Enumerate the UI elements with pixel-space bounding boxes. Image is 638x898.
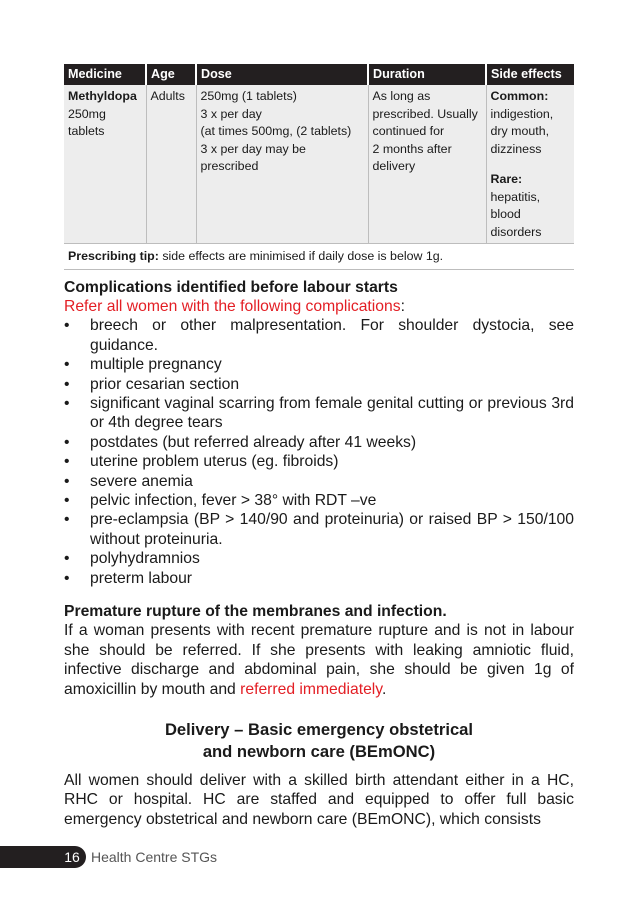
cell-side-effects [486, 85, 574, 244]
list-item: • preterm labour [64, 569, 574, 588]
referred-immediately: referred immediately [240, 680, 382, 698]
side-common-label: Common: [490, 89, 549, 103]
list-item: • postdates (but referred already after 41 weeks) [64, 433, 574, 452]
refer-line [64, 297, 574, 316]
delivery-paragraph: All women should deliver with a skilled birth attendant either in a HC, RHC or hospital. HC are staffed and equipped to offer full basic emergency obstetrical and newborn care (BEmONC), which consists [64, 772, 574, 828]
cell-duration [368, 85, 486, 244]
dose-line: (at times 500mg, (2 tablets) [200, 124, 352, 138]
prescribing-tip-row [64, 244, 574, 270]
table-header-row [64, 64, 574, 85]
footer-title: Health Centre STGs [91, 849, 218, 865]
delivery-title [64, 719, 574, 763]
duration-line: As long as [372, 89, 431, 103]
delivery-section [64, 771, 574, 829]
dose-line: 3 x per day may be prescribed [200, 141, 306, 173]
side-rare-label: Rare: [490, 172, 523, 186]
complications-heading: Complications identified before labour starts [64, 278, 398, 296]
header-side-effects: Side effects [486, 64, 574, 85]
header-duration: Duration [368, 64, 486, 85]
side-rare-item: hepatitis, [490, 189, 541, 204]
list-item: • multiple pregnancy [64, 355, 574, 374]
side-rare-item: disorders [490, 224, 542, 239]
tip-label: Prescribing tip: [68, 249, 159, 263]
premature-paragraph [64, 621, 574, 699]
list-item: • significant vaginal scarring from female genital cutting or previous 3rd or 4th degree tears [64, 394, 574, 433]
methyldopa-table [64, 64, 574, 270]
side-rare-item: blood [490, 207, 521, 221]
premature-end: . [381, 680, 387, 698]
list-item: • uterine problem uterus (eg. fibroids) [64, 452, 574, 471]
list-item: • severe anemia [64, 472, 574, 491]
list-item: • prior cesarian section [64, 375, 574, 394]
cell-dose [196, 85, 368, 244]
list-item: • breech or other malpresentation. For shoulder dystocia, see guidance. [64, 316, 574, 355]
page-number-tab [0, 846, 86, 868]
dose-line: 3 x per day [200, 106, 262, 121]
medicine-form: tablets [68, 124, 105, 138]
tip-text: side effects are minimised if daily dose is below 1g. [158, 249, 444, 263]
medicine-name: Methyldopa [68, 89, 137, 103]
page-content [64, 64, 574, 829]
complications-list [64, 316, 574, 588]
page-footer [0, 846, 638, 868]
table-row [64, 85, 574, 244]
list-item: • pre-eclampsia (BP > 140/90 and proteinuria) or raised BP > 150/100 without proteinuria. [64, 510, 574, 549]
header-age: Age [146, 64, 196, 85]
side-common-item: dizziness [490, 141, 542, 156]
duration-line: delivery [372, 159, 416, 173]
premature-text: If a woman presents with recent premature rupture and is not in labour she should be referred. If she presents with leaking amniotic fluid, infective discharge and abdominal pain, she should be given 1g of amoxicillin by mouth and [64, 622, 574, 698]
medicine-strength: 250mg [68, 106, 106, 121]
dose-line: 250mg (1 tablets) [200, 89, 297, 103]
header-dose: Dose [196, 64, 368, 85]
delivery-title-line1: Delivery – Basic emergency obstetrical [164, 720, 474, 740]
cell-medicine [64, 85, 146, 244]
duration-line: 2 months after [372, 141, 452, 156]
prescribing-tip [64, 244, 574, 270]
duration-line: continued for [372, 124, 445, 138]
premature-section [64, 602, 574, 699]
page-number: 16 [64, 849, 80, 865]
cell-age: Adults [146, 85, 196, 244]
premature-heading: Premature rupture of the membranes and infection. [64, 603, 447, 620]
complications-section [64, 278, 574, 589]
refer-colon: : [400, 297, 405, 315]
side-common-item: dry mouth, [490, 124, 550, 138]
header-medicine: Medicine [64, 64, 146, 85]
list-item: • polyhydramnios [64, 549, 574, 568]
side-common-item: indigestion, [490, 106, 554, 121]
list-item: • pelvic infection, fever > 38° with RDT –ve [64, 491, 574, 510]
duration-line: prescribed. Usually [372, 106, 478, 121]
refer-text: Refer all women with the following complications [64, 297, 401, 315]
delivery-title-line2: and newborn care (BEmONC) [202, 742, 436, 762]
